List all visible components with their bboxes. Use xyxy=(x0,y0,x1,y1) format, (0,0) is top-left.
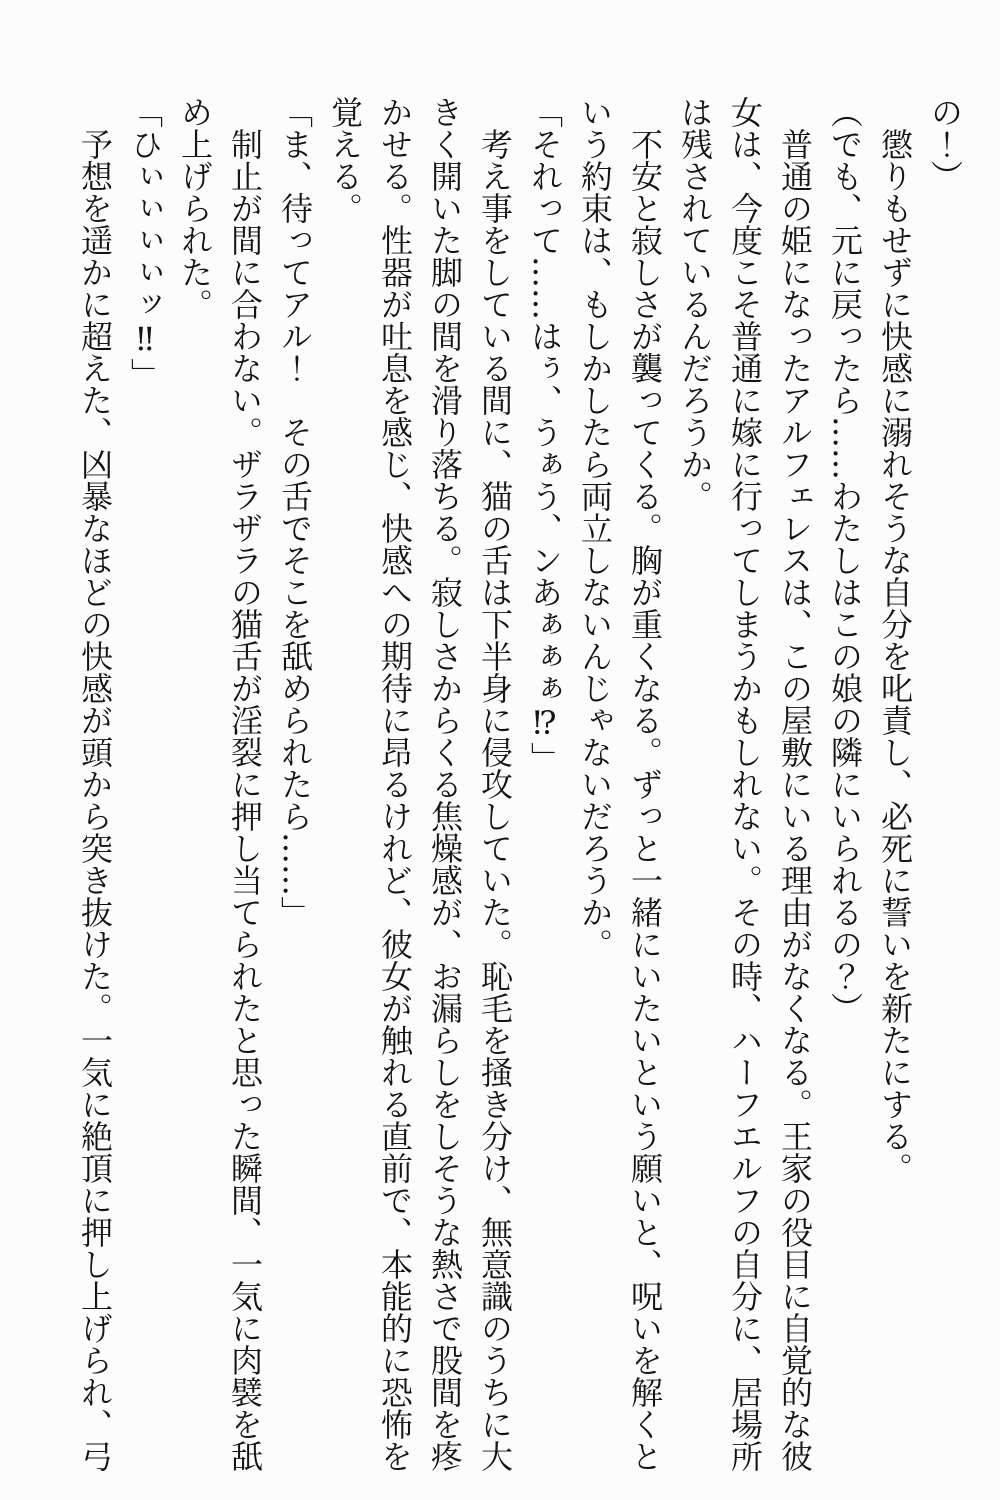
paragraph-4: 不安と寂しさが襲ってくる。胸が重くなる。ずっと一緒にいたいという願いと、呪いを解くという約束は、もしかしたら両立しないんじゃないだろうか。 xyxy=(576,96,664,1472)
vertical-text-block xyxy=(70,96,970,1472)
paragraph-9: 「ひぃぃぃぃッ‼」 xyxy=(126,96,164,390)
paragraph-0: の！） xyxy=(926,96,964,192)
paragraph-5: 「それって……はぅ、うぁう、ンあぁぁぁ⁉」 xyxy=(526,96,564,774)
paragraph-6: 考え事をしている間に、猫の舌は下半身に侵攻していた。恥毛を掻き分け、無意識のうちに大きく開いた脚の間を滑り落ちる。寂しさからくる焦燥感が、お漏らしをしそうな熱さで股間を疼かせる。性器が吐息を感じ、快感への期待に昂るけれど、彼女が触れる直前で、本能的に恐怖を覚える。 xyxy=(326,96,514,1472)
paragraph-2: （でも、元に戻ったら……わたしはこの娘の隣にいられるの？） xyxy=(826,96,864,1024)
paragraph-10: 予想を遥かに超えた、凶暴なほどの快感が頭から突き抜けた。一気に絶頂に押し上げられ、弓 xyxy=(76,128,114,1472)
paragraph-1: 懲りもせずに快感に溺れそうな自分を叱責し、必死に誓いを新たにする。 xyxy=(876,128,914,1184)
paragraph-3: 普通の姫になったアルフェレスは、この屋敷にいる理由がなくなる。王家の役目に自覚的な彼女は、今度こそ普通に嫁に行ってしまうかもしれない。その時、ハーフエルフの自分に、居場所は残されているんだろうか。 xyxy=(676,96,814,1472)
paragraph-8: 制止が間に合わない。ザラザラの猫舌が淫裂に押し当てられたと思った瞬間、一気に肉襞を舐め上げられた。 xyxy=(176,96,264,1472)
paragraph-7: 「ま、待ってアル！ その舌でそこを舐められたら……」 xyxy=(276,96,314,928)
